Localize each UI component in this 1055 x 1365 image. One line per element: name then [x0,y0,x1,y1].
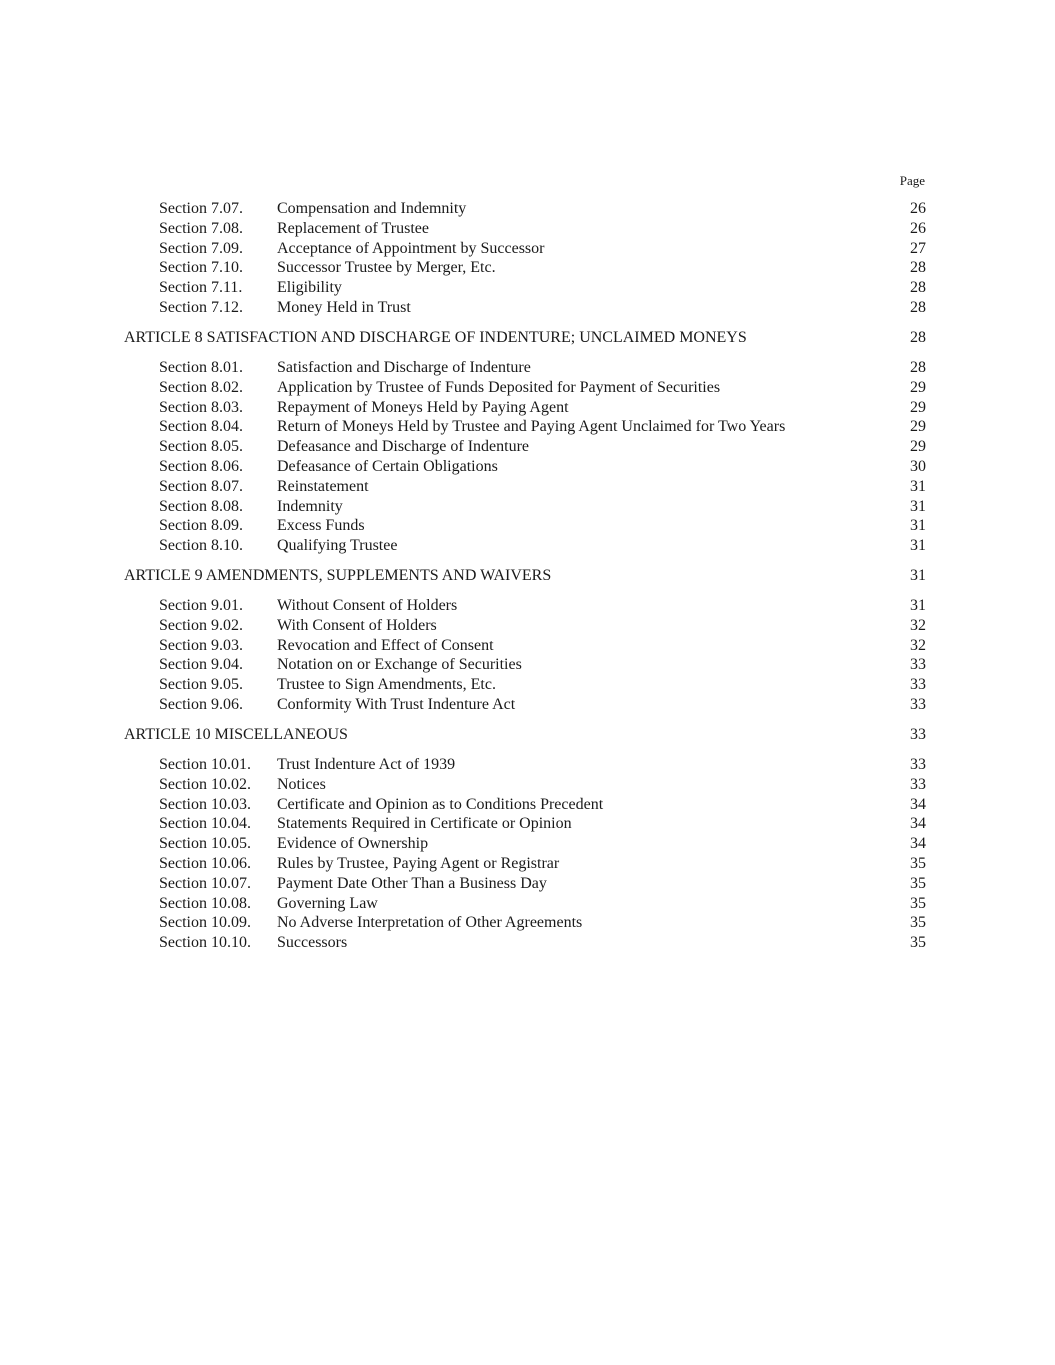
article-heading[interactable] [124,328,926,348]
section-number: Section 8.02. [159,378,243,396]
page-number: 33 [910,756,926,774]
section-title: Return of Moneys Held by Trustee and Paying Agent Unclaimed for Two Years [277,418,786,436]
section-number: Section 8.08. [159,497,243,515]
section-number: Section 10.07. [159,874,251,892]
section-number: Section 9.01. [159,597,243,615]
page-number: 26 [910,219,926,237]
page-number: 30 [910,457,926,475]
section-number: Section 7.11. [159,279,243,297]
section-title: With Consent of Holders [277,616,437,634]
page-number: 32 [910,616,926,634]
page-number: 31 [910,567,926,585]
toc-entry[interactable] [124,516,926,536]
section-title: Trustee to Sign Amendments, Etc. [277,676,496,694]
section-number: Section 7.07. [159,200,243,217]
toc-entry[interactable] [124,536,926,556]
section-number: Section 10.03. [159,795,251,813]
section-number: Section 7.08. [159,219,243,237]
page-number: 31 [910,537,926,555]
page-number: 34 [910,815,926,833]
section-title: Reinstatement [277,477,369,495]
page-number: 35 [910,914,926,932]
toc-entry[interactable] [124,695,926,715]
page-number: 29 [910,438,926,456]
toc-entry[interactable] [124,655,926,675]
page-number: 31 [910,517,926,535]
toc-entry[interactable] [124,398,926,418]
section-number: Section 9.02. [159,616,243,634]
page-number: 34 [910,795,926,813]
section-title: Payment Date Other Than a Business Day [277,874,547,892]
section-number: Section 10.10. [159,934,251,952]
section-title: Evidence of Ownership [277,835,429,853]
toc-entry[interactable] [124,814,926,834]
section-title: Successors [277,934,348,952]
section-number: Section 7.09. [159,239,243,257]
toc-entry[interactable] [124,437,926,457]
section-number: Section 9.06. [159,696,243,714]
page-number: 33 [910,676,926,694]
section-title: Repayment of Moneys Held by Paying Agent [277,398,569,416]
toc-entry[interactable] [124,616,926,636]
section-title: Trust Indenture Act of 1939 [277,756,456,774]
section-number: Section 10.02. [159,775,251,793]
page-number: 28 [910,358,926,376]
toc-entry[interactable] [124,933,926,953]
page-number: 35 [910,894,926,912]
toc-entry[interactable] [124,596,926,616]
section-number: Section 8.10. [159,537,243,555]
section-number: Section 7.10. [159,259,243,277]
page-number: 33 [910,656,926,674]
section-title: Application by Trustee of Funds Deposited for Payment of Securities [277,378,721,396]
article-title: ARTICLE 10 MISCELLANEOUS [124,726,348,744]
section-title: Qualifying Trustee [277,537,398,555]
page-number: 34 [910,835,926,853]
section-title: Revocation and Effect of Consent [277,636,494,654]
page-number: 29 [910,378,926,396]
toc-entry[interactable] [124,497,926,517]
toc-entry[interactable] [124,278,926,298]
section-title: Replacement of Trustee [277,219,429,237]
section-title: Rules by Trustee, Paying Agent or Registrar [277,855,560,873]
page-number: 28 [910,259,926,277]
page-number: 29 [910,418,926,436]
toc-entry[interactable] [124,775,926,795]
toc-entry[interactable] [124,894,926,914]
section-title: Eligibility [277,279,342,297]
page-number: 26 [910,200,926,217]
page-number: 33 [910,726,926,744]
page-number: 31 [910,497,926,515]
page-number: 27 [910,239,926,257]
toc-entry[interactable] [124,795,926,815]
section-title: Excess Funds [277,517,365,535]
section-number: Section 7.12. [159,298,243,316]
section-number: Section 8.07. [159,477,243,495]
page-number: 32 [910,636,926,654]
toc-entry[interactable] [124,913,926,933]
section-title: Notices [277,775,326,793]
toc-entry[interactable] [124,239,926,259]
article-title: ARTICLE 8 SATISFACTION AND DISCHARGE OF INDENTURE; UNCLAIMED MONEYS [124,328,747,346]
section-number: Section 8.04. [159,418,243,436]
section-number: Section 10.09. [159,914,251,932]
page-number: 31 [910,477,926,495]
section-title: Money Held in Trust [277,298,411,316]
page-number: 33 [910,696,926,714]
section-title: Acceptance of Appointment by Successor [277,239,545,257]
toc-entry[interactable] [124,477,926,497]
section-number: Section 9.05. [159,676,243,694]
section-number: Section 10.08. [159,894,251,912]
page-number: 28 [910,298,926,316]
toc-entry[interactable] [124,636,926,656]
section-number: Section 8.05. [159,438,243,456]
toc-entry[interactable] [124,298,926,318]
article-heading[interactable] [124,725,926,745]
section-number: Section 9.04. [159,656,243,674]
page-number: 35 [910,855,926,873]
article-heading[interactable] [124,566,926,586]
page-number: 28 [910,279,926,297]
toc-entry[interactable] [124,755,926,775]
toc-entry[interactable] [124,675,926,695]
section-title: Governing Law [277,894,378,912]
section-number: Section 10.04. [159,815,251,833]
section-number: Section 8.01. [159,358,243,376]
page-number: 35 [910,934,926,952]
section-title: Satisfaction and Discharge of Indenture [277,358,531,376]
section-number: Section 10.05. [159,835,251,853]
page-column-label: Page [899,173,925,188]
section-title: Conformity With Trust Indenture Act [277,696,516,714]
toc-entry[interactable] [124,834,926,854]
section-title: Indemnity [277,497,343,515]
section-title: Defeasance of Certain Obligations [277,457,498,475]
toc-entry[interactable] [124,199,926,219]
section-number: Section 8.09. [159,517,243,535]
page-number: 33 [910,775,926,793]
section-number: Section 8.06. [159,457,243,475]
toc-entry[interactable] [124,854,926,874]
table-of-contents [124,199,926,953]
toc-entry[interactable] [124,219,926,239]
section-number: Section 9.03. [159,636,243,654]
page-number: 31 [910,597,926,615]
section-title: Compensation and Indemnity [277,200,467,217]
toc-entry[interactable] [124,258,926,278]
toc-entry[interactable] [124,378,926,398]
page-number: 28 [910,328,926,346]
section-number: Section 10.06. [159,855,251,873]
section-title: Successor Trustee by Merger, Etc. [277,259,496,277]
article-title: ARTICLE 9 AMENDMENTS, SUPPLEMENTS AND WAIVERS [124,567,552,585]
section-number: Section 10.01. [159,756,251,774]
section-title: Without Consent of Holders [277,597,458,615]
toc-entry[interactable] [124,874,926,894]
toc-entry[interactable] [124,457,926,477]
section-title: Certificate and Opinion as to Conditions Precedent [277,795,604,813]
section-title: Notation on or Exchange of Securities [277,656,522,674]
section-number: Section 8.03. [159,398,243,416]
section-title: No Adverse Interpretation of Other Agreements [277,914,583,932]
section-title: Statements Required in Certificate or Opinion [277,815,572,833]
toc-entry[interactable] [124,358,926,378]
toc-entry[interactable] [124,417,926,437]
page-number: 35 [910,874,926,892]
section-title: Defeasance and Discharge of Indenture [277,438,530,456]
page-number: 29 [910,398,926,416]
